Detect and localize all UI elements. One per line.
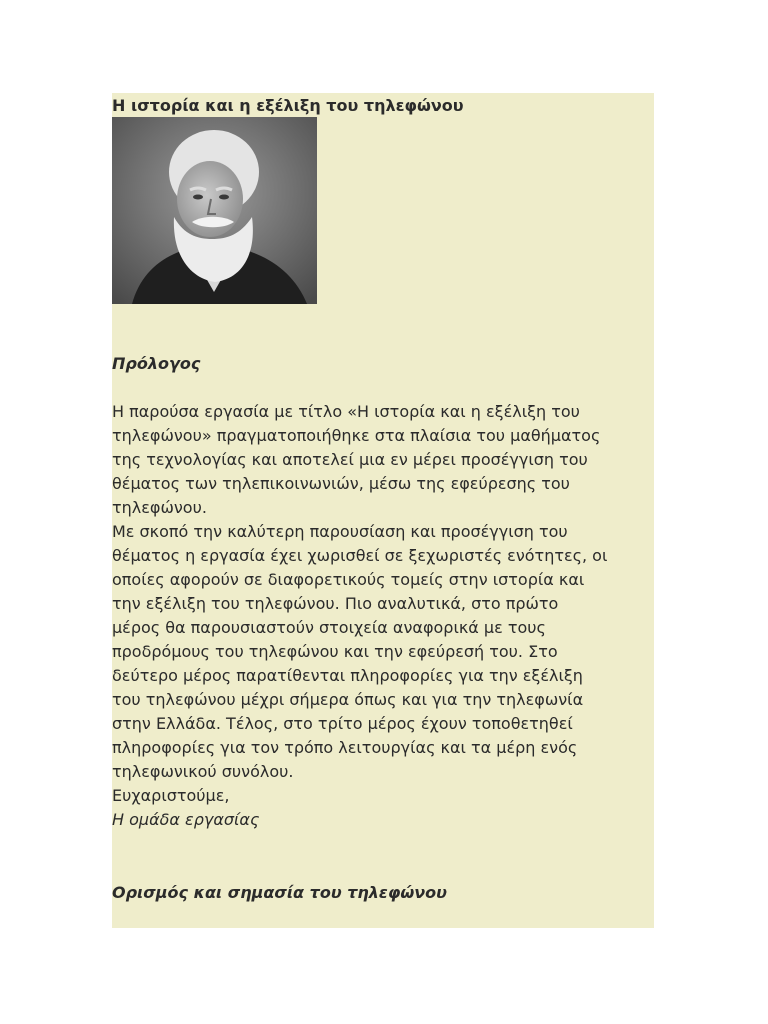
prologue-line: δεύτερο μέρος παρατίθενται πληροφορίες για την εξέλιξη [112,666,583,685]
prologue-line: του τηλεφώνου μέχρι σήμερα όπως και για την τηλεφωνία [112,690,584,709]
prologue-line: στην Ελλάδα. Τέλος, στο τρίτο μέρος έχουν τοποθετηθεί [112,714,573,733]
prologue-body [112,400,660,832]
prologue-heading: Πρόλογος [112,354,201,373]
signature-text: Η ομάδα εργασίας [112,810,260,829]
prologue-line: Η παρούσα εργασία με τίτλο «Η ιστορία και η εξέλιξη του [112,402,580,421]
prologue-line: πληροφορίες για τον τρόπο λειτουργίας και τα μέρη ενός [112,738,578,757]
prologue-line: τηλεφώνου. [112,498,207,517]
prologue-line: τηλεφώνου» πραγματοποιήθηκε στα πλαίσια του μαθήματος [112,426,601,445]
prologue-line: οποίες αφορούν σε διαφορετικούς τομείς στην ιστορία και [112,570,585,589]
document-title: Η ιστορία και η εξέλιξη του τηλεφώνου [112,96,464,115]
prologue-line: τηλεφωνικού συνόλου. [112,762,294,781]
prologue-line: της τεχνολογίας και αποτελεί μια εν μέρει προσέγγιση του [112,450,588,469]
prologue-line: προδρόμους του τηλεφώνου και την εφεύρεσή του. Στο [112,642,558,661]
closing-text: Ευχαριστούμε, [112,786,230,805]
prologue-line: μέρος θα παρουσιαστούν στοιχεία αναφορικά με τους [112,618,546,637]
prologue-line: θέματος η εργασία έχει χωρισθεί σε ξεχωριστές ενότητες, οι [112,546,608,565]
portrait-photo [112,117,317,304]
prologue-line: την εξέλιξη του τηλεφώνου. Πιο αναλυτικά, στο πρώτο [112,594,559,613]
prologue-line: θέματος των τηλεπικοινωνιών, μέσω της εφεύρεσης του [112,474,570,493]
definition-heading: Ορισμός και σημασία του τηλεφώνου [112,883,447,902]
prologue-line: Με σκοπό την καλύτερη παρουσίαση και προσέγγιση του [112,522,568,541]
